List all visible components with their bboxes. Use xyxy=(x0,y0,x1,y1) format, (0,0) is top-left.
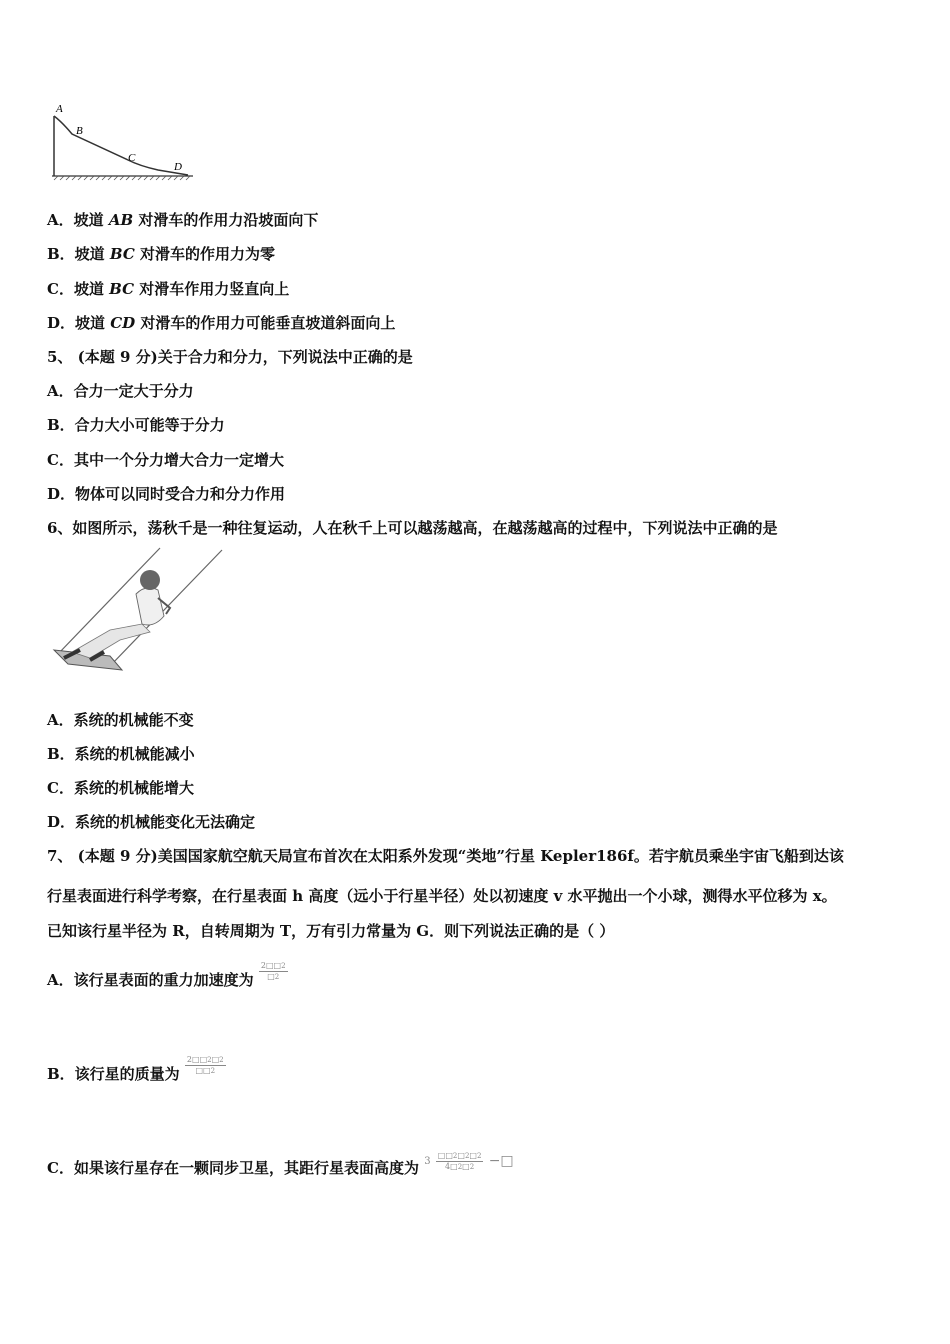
q7-stem-line-3: 已知该行星半径为 R，自转周期为 T，万有引力常量为 G．则下列说法正确的是（ ） xyxy=(47,922,615,940)
label-a: A xyxy=(56,103,63,115)
formula-b: $\frac{2□□2□2}{□□2}$ xyxy=(186,1054,224,1075)
swing-figure xyxy=(50,546,226,672)
q7-stem-line-2: 行星表面进行科学考察，在行星表面 h 高度（远小于行星半径）处以初速度 v 水平抛出一个小球，测得水平位移为 x。 xyxy=(47,887,837,905)
q4-option-a[interactable]: A．坡道 AB 对滑车的作用力沿坡面向下 xyxy=(47,211,319,229)
q6-option-a[interactable]: A．系统的机械能不变 xyxy=(47,711,194,729)
formula-c: $\frac{□□2□2□2}{4□2□2}$ xyxy=(437,1150,482,1171)
radical-index: 3 xyxy=(424,1156,431,1167)
q5-stem: 5、 (本题 9 分)关于合力和分力，下列说法中正确的是 xyxy=(47,348,413,366)
q6-option-c[interactable]: C．系统的机械能增大 xyxy=(47,779,194,797)
q5-option-d[interactable]: D．物体可以同时受合力和分力作用 xyxy=(47,485,286,503)
q4-option-b[interactable]: B．坡道 BC 对滑车的作用力为零 xyxy=(47,245,276,263)
q6-stem: 6、如图所示，荡秋千是一种往复运动，人在秋千上可以越荡越高，在越荡越高的过程中，下列说法中正确的是 xyxy=(47,519,778,537)
q7-option-b[interactable]: B．该行星的质量为 $\frac{2□□2□2}{□□2}$ xyxy=(47,1054,224,1083)
q6-option-d[interactable]: D．系统的机械能变化无法确定 xyxy=(47,813,256,831)
label-c: C xyxy=(128,152,136,164)
formula-a: $\frac{2□□2}{□2}$ xyxy=(260,960,286,981)
formula-c-tail: −□ xyxy=(488,1153,514,1169)
q7-stem-line-1: 7、 (本题 9 分)美国国家航空航天局宣布首次在太阳系外发现“类地”行星 Kepler186f。若宇航员乘坐宇宙飞船到达该 xyxy=(47,847,844,865)
label-b: B xyxy=(76,125,83,137)
q5-option-c[interactable]: C．其中一个分力增大合力一定增大 xyxy=(47,451,284,469)
q4-option-c[interactable]: C．坡道 BC 对滑车作用力竖直向上 xyxy=(47,280,290,298)
q4-option-d[interactable]: D．坡道 CD 对滑车的作用力可能垂直坡道斜面向上 xyxy=(47,314,396,332)
label-d: D xyxy=(174,161,182,173)
q7-option-c[interactable]: C．如果该行星存在一颗同步卫星，其距行星表面高度为 $^3$ $\frac{□□2□2□2}{4□2□2}$ −□ xyxy=(47,1150,514,1177)
slope-figure xyxy=(48,100,198,182)
q5-option-b[interactable]: B．合力大小可能等于分力 xyxy=(47,416,225,434)
q7-option-a[interactable]: A．该行星表面的重力加速度为 $\frac{2□□2}{□2}$ xyxy=(47,960,286,989)
q6-option-b[interactable]: B．系统的机械能减小 xyxy=(47,745,195,763)
q5-option-a[interactable]: A．合力一定大于分力 xyxy=(47,382,194,400)
